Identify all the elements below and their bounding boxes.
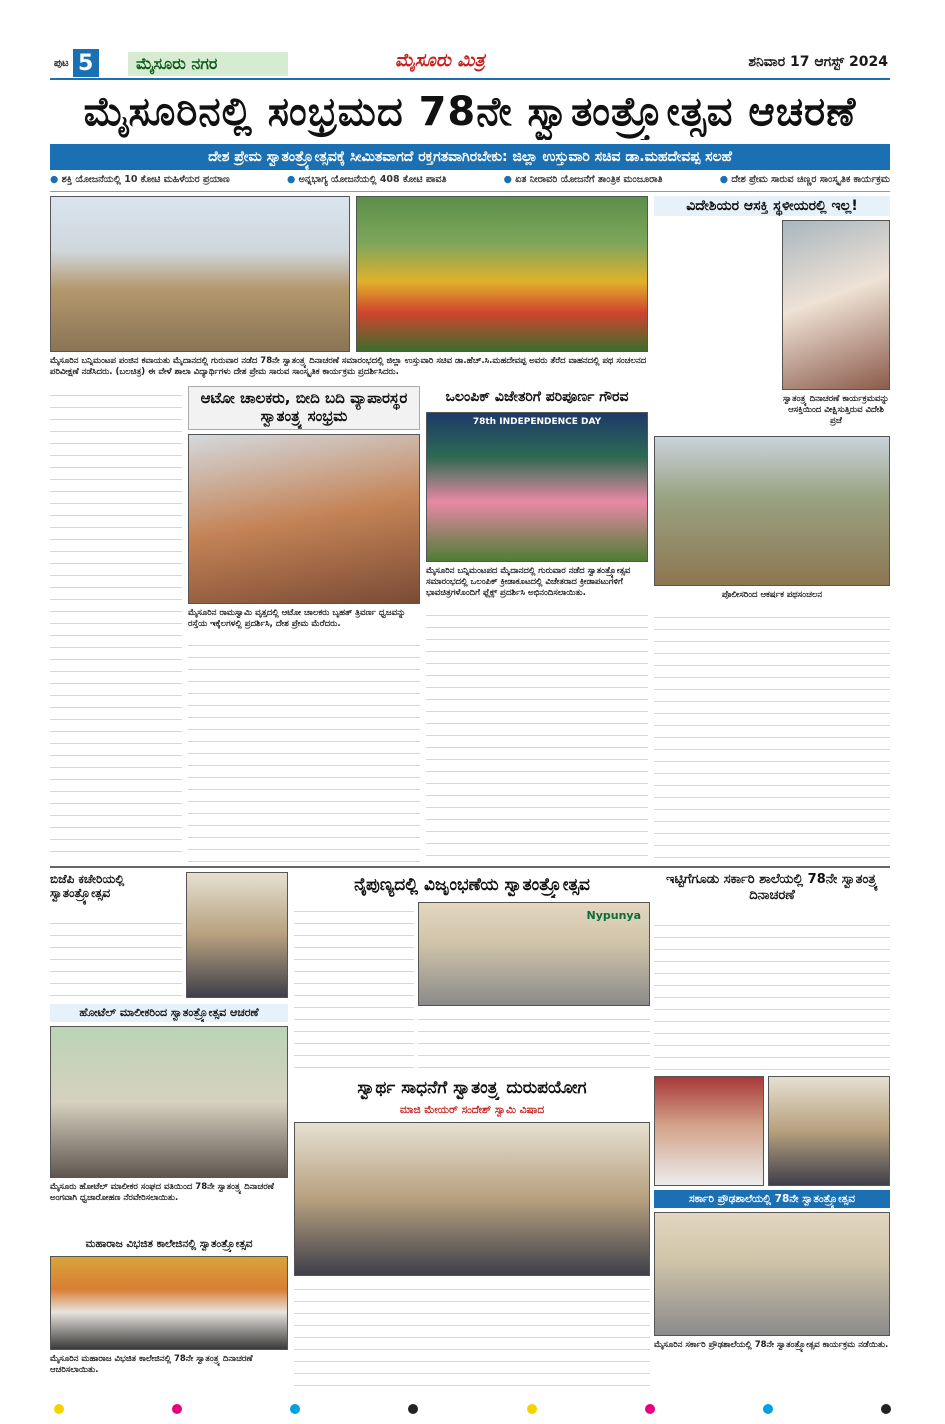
olympic-photo-caption: ಮೈಸೂರಿನ ಬನ್ನಿಮಂಟಪದ ಮೈದಾನದಲ್ಲಿ ಗುರುವಾರ ನಡೆದ ಸ್ವಾತಂತ್ರ್ಯೋತ್ಸವ ಸಮಾರಂಭದಲ್ಲಿ ಒಲಂಪಿಕ್ ಕ್ರೀಡಾಕೂಟದಲ್ಲಿ ವಿಜೇತರಾದ ಕ್ರೀಡಾಪಟುಗಳಿಗೆ ಭಾವಚಿತ್ರಗಳೊಂದಿಗೆ ಫ್ಲೆಕ್ಸ್ ಪ್ರದರ್ಶಿಸಿ ಅಭಿನಂದಿಸಲಾಯಿತು. [426,566,631,598]
olympic-story-title: ಒಲಂಪಿಕ್ ವಿಜೇತರಿಗೆ ಪರಿಪೂರ್ಣ ಗೌರವ [445,389,629,405]
black-mark [881,1404,891,1414]
olympic-banner-text: 78th INDEPENDENCE DAY [472,417,602,427]
lead-photo-caption: ಮೈಸೂರಿನ ಬನ್ನಿಮಂಟಪ ಪಂಜಿನ ಕವಾಯತು ಮೈದಾನದಲ್ಲಿ ಗುರುವಾರ ನಡೆದ 78ನೇ ಸ್ವಾತಂತ್ರ್ಯ ದಿನಾಚರಣೆ ಸಮಾರಂಭದಲ್ಲಿ ಜಿಲ್ಲಾ ಉಸ್ತುವಾರಿ ಸಚಿವ ಡಾ.ಹೆಚ್.ಸಿ.ಮಹದೇವಪ್ಪ ಅವರು ತೆರೆದ ವಾಹನದಲ್ಲಿ ಪಥ ಸಂಚಲನದ ಪರಿವೀಕ್ಷಣೆ ನಡೆಸಿದರು. (ಬಲಚಿತ್ರ) ಈ ವೇಳೆ ಶಾಲಾ ವಿದ್ಯಾರ್ಥಿಗಳು ದೇಶ ಪ್ರೇಮ ಸಾರುವ ಸಾಂಸ್ಕೃತಿಕ ಕಾರ್ಯಕ್ರಮ ಪ್ರದರ್ಶಿಸಿದರು. [50,356,647,377]
high-school-photo-caption: ಮೈಸೂರಿನ ಸರ್ಕಾರಿ ಪ್ರೌಢಶಾಲೆಯಲ್ಲಿ 78ನೇ ಸ್ವಾತಂತ್ರ್ಯೋತ್ಸವ ಕಾರ್ಯಕ್ರಮ ನಡೆಯಿತು. [654,1340,889,1350]
olympic-flex-photo [426,412,648,562]
hotel-story-title: ಹೋಟೆಲ್ ಮಾಲೀಕರಿಂದ ಸ್ವಾತಂತ್ರ್ಯೋತ್ಸವ ಆಚರಣೆ [50,1004,288,1022]
misuse-story-title: ಸ್ವಾರ್ಥ ಸಾಧನೆಗೆ ಸ್ವಾತಂತ್ರ್ಯ ದುರುಪಯೋಗ [357,1078,587,1098]
misuse-event-photo [294,1122,650,1276]
foreigner-photo-caption: ಸ್ವಾತಂತ್ರ್ಯ ದಿನಾಚರಣೆ ಕಾರ್ಯಕ್ರಮವನ್ನು ಆಸಕ್ತಿಯಿಂದ ವೀಕ್ಷಿಸುತ್ತಿರುವ ವಿದೇಶಿ ಪ್ರಜೆ [783,394,889,426]
police-story-body [654,608,890,862]
nypunya-story-body [294,902,414,1072]
page-header [50,48,890,80]
issue-date: ಶನಿವಾರ 17 ಆಗಸ್ಟ್ 2024 [748,54,888,70]
highlights-ticker [50,174,890,192]
lead-story-body [50,386,182,862]
ticker-item: ● ಏತ ನೀರಾವರಿ ಯೋಜನೆಗೆ ತಾಂತ್ರಿಕ ಮಂಜೂರಾತಿ [504,174,663,191]
nypunya-stage-photo [418,902,650,1006]
nypunya-story-body-2 [418,1010,650,1072]
maharaja-photo-caption: ಮೈಸೂರಿನ ಮಹಾರಾಜ ವಿಭಜಿತ ಕಾಲೇಜಿನಲ್ಲಿ 78ನೇ ಸ್ವಾತಂತ್ರ್ಯ ದಿನಾಚರಣೆ ಆಚರಿಸಲಾಯಿತು. [50,1354,253,1375]
bjp-photo [186,872,288,998]
cyan-mark [290,1404,300,1414]
auto-photo-caption: ಮೈಸೂರಿನ ರಾಮಸ್ವಾಮಿ ವೃತ್ತದಲ್ಲಿ ಆಟೋ ಚಾಲಕರು ಬೃಹತ್ ತ್ರಿವರ್ಣ ಧ್ವಜವನ್ನು ರಸ್ತೆಯ ಇಕ್ಕೆಲಗಳಲ್ಲಿ ಪ್ರದರ್ಶಿಸಿ, ದೇಶ ಪ್ರೇಮ ಮೆರೆದರು. [188,608,406,629]
foreigner-story-body [654,220,778,440]
maharaja-college-photo [50,1256,288,1350]
bjp-story-title: ಬಿಜೆಪಿ ಕಚೇರಿಯಲ್ಲಿ ಸ್ವಾತಂತ್ರ್ಯೋತ್ಸವ [50,872,125,901]
lead-headline: ಮೈಸೂರಿನಲ್ಲಿ ಸಂಭ್ರಮದ 78ನೇ ಸ್ವಾತಂತ್ರ್ಯೋತ್ಸವ ಆಚರಣೆ [83,89,857,135]
high-school-photo [654,1212,890,1336]
foreigner-story-title: ವಿದೇಶಿಯರ ಆಸಕ್ತಿ ಸ್ಥಳೀಯರಲ್ಲಿ ಇಲ್ಲ! [654,196,890,216]
foreigner-photo [782,220,890,390]
auto-story-body [188,636,420,862]
misuse-story-subtitle: ಮಾಜಿ ಮೇಯರ್ ಸಂದೇಶ್ ಸ್ವಾಮಿ ವಿಷಾದ [399,1104,545,1116]
ittigegudu-story-title: ಇಟ್ಟಿಗೆಗೂಡು ಸರ್ಕಾರಿ ಶಾಲೆಯಲ್ಲಿ 78ನೇ ಸ್ವಾತಂತ್ರ್ಯ ದಿನಾಚರಣೆ [666,872,878,903]
police-photo-caption: ಪೊಲೀಸರಿಂದ ಆಕರ್ಷಕ ಪಥಸಂಚಲನ [721,590,823,600]
auto-story-title: ಆಟೋ ಚಾಲಕರು, ಬೀದಿ ಬದಿ ವ್ಯಾಪಾರಸ್ಥರ ಸ್ವಾತಂತ್ರ್ಯ ಸಂಭ್ರಮ [188,386,420,430]
dance-photo [356,196,648,352]
police-march-photo [654,436,890,586]
page-number-box [50,50,99,76]
magenta-mark [645,1404,655,1414]
section-divider [50,866,890,868]
ticker-item: ● ದೇಶ ಪ್ರೇಮ ಸಾರುವ ಚಿಣ್ಣರ ಸಾಂಸ್ಕೃತಿಕ ಕಾರ್ಯಕ್ರಮ [720,174,890,191]
page-number: 5 [73,49,99,77]
hotel-owners-photo [50,1026,288,1178]
nypunya-banner-text: Nypunya [586,909,641,922]
yellow-mark [527,1404,537,1414]
yellow-mark [54,1404,64,1414]
registration-marks [0,1404,945,1418]
page-label: ಪುಟ [54,57,69,69]
parade-photo [50,196,350,352]
black-mark [408,1404,418,1414]
ticker-item: ● ಶಕ್ತಿ ಯೋಜನೆಯಲ್ಲಿ 10 ಕೋಟಿ ಮಹಿಳೆಯರ ಪ್ರಯಾಣ [50,174,230,191]
ticker-item: ● ಅನ್ನಭಾಗ್ಯ ಯೋಜನೆಯಲ್ಲಿ 408 ಕೋಟಿ ಪಾವತಿ [287,174,447,191]
nypunya-story-title: ನೈಪುಣ್ಯದಲ್ಲಿ ವಿಜೃಂಭಣೆಯ ಸ್ವಾತಂತ್ರ್ಯೋತ್ಸವ [354,875,590,895]
newspaper-page [50,48,890,1388]
section-name: ಮೈಸೂರು ನಗರ [128,52,288,76]
masthead-logo: ಮೈಸೂರು ಮಿತ್ರ [395,50,485,71]
cyan-mark [763,1404,773,1414]
ittigegudu-photo-1 [654,1076,764,1186]
ittigegudu-photo-2 [768,1076,890,1186]
magenta-mark [172,1404,182,1414]
auto-rickshaw-flag-photo [188,434,420,604]
misuse-story-body [294,1280,650,1388]
hotel-photo-caption: ಮೈಸೂರು ಹೋಟೆಲ್ ಮಾಲೀಕರ ಸಂಘದ ವತಿಯಿಂದ 78ನೇ ಸ್ವಾತಂತ್ರ್ಯ ದಿನಾಚರಣೆ ಅಂಗವಾಗಿ ಧ್ವಜಾರೋಹಣ ನೆರವೇರಿಸಲಾಯಿತು. [50,1182,274,1203]
olympic-story-body [426,606,648,862]
high-school-story-title: ಸರ್ಕಾರಿ ಪ್ರೌಢಶಾಲೆಯಲ್ಲಿ 78ನೇ ಸ್ವಾತಂತ್ರ್ಯೋತ್ಸವ [654,1190,890,1208]
bjp-story-body [50,914,182,998]
ittigegudu-story-body [654,916,890,1072]
lead-subhead: ದೇಶ ಪ್ರೇಮ ಸ್ವಾತಂತ್ರ್ಯೋತ್ಸವಕ್ಕೆ ಸೀಮಿತವಾಗದೆ ರಕ್ತಗತವಾಗಿರಬೇಕು: ಜಿಲ್ಲಾ ಉಸ್ತುವಾರಿ ಸಚಿವ ಡಾ.ಮಹದೇವಪ್ಪ ಸಲಹೆ [50,144,890,170]
maharaja-story-title: ಮಹಾರಾಜ ವಿಭಜಿತ ಕಾಲೇಜಿನಲ್ಲಿ ಸ್ವಾತಂತ್ರ್ಯೋತ್ಸವ [85,1238,253,1250]
